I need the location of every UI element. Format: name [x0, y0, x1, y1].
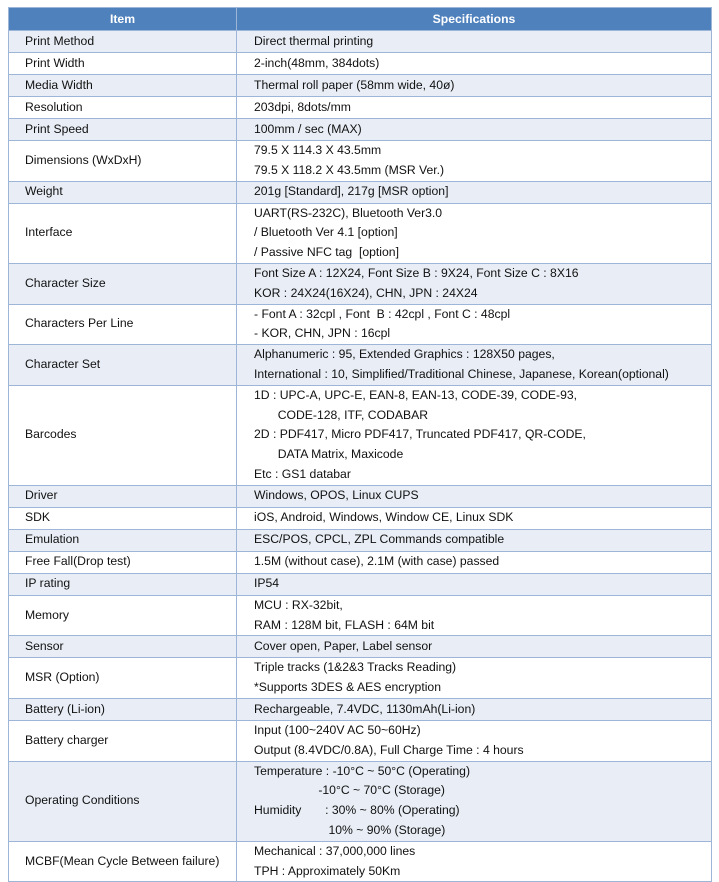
spec-line: 100mm / sec (MAX)	[254, 121, 362, 136]
table-row	[9, 263, 712, 304]
spec-line: Humidity : 30% ~ 80% (Operating)	[254, 803, 460, 818]
row-specification	[237, 263, 712, 304]
spec-line: 201g [Standard], 217g [MSR option]	[254, 184, 449, 199]
table-row	[9, 141, 712, 182]
spec-line: 2-inch(48mm, 384dots)	[254, 55, 380, 70]
spec-line: Font Size A : 12X24, Font Size B : 9X24, Font Size C : 8X16	[254, 265, 579, 280]
spec-line: Input (100~240V AC 50~60Hz)	[254, 722, 421, 737]
spec-line: - KOR, CHN, JPN : 16cpl	[254, 326, 391, 341]
row-item-label: Battery (Li-ion)	[9, 698, 237, 720]
table-row	[9, 636, 712, 658]
spec-line: Output (8.4VDC/0.8A), Full Charge Time : 4 hours	[254, 742, 524, 757]
spec-line: 2D : PDF417, Micro PDF417, Truncated PDF417, QR-CODE,	[254, 427, 586, 442]
row-specification	[237, 345, 712, 386]
spec-line: 10% ~ 90% (Storage)	[254, 822, 446, 837]
row-specification	[237, 75, 712, 97]
table-row	[9, 31, 712, 53]
table-row	[9, 345, 712, 386]
table-row	[9, 529, 712, 551]
row-item-label: Media Width	[9, 75, 237, 97]
row-item-label: Free Fall(Drop test)	[9, 551, 237, 573]
spec-line: DATA Matrix, Maxicode	[254, 447, 404, 462]
spec-line: Direct thermal printing	[254, 33, 374, 48]
spec-line: MCU : RX-32bit,	[254, 597, 343, 612]
row-item-label: Memory	[9, 595, 237, 636]
row-item-label: Operating Conditions	[9, 761, 237, 841]
row-item-label: MCBF(Mean Cycle Between failure)	[9, 841, 237, 882]
row-specification	[237, 119, 712, 141]
row-item-label: Barcodes	[9, 385, 237, 485]
spec-line: 1D : UPC-A, UPC-E, EAN-8, EAN-13, CODE-39, CODE-93,	[254, 387, 578, 402]
row-specification	[237, 841, 712, 882]
row-item-label: Dimensions (WxDxH)	[9, 141, 237, 182]
row-item-label: IP rating	[9, 573, 237, 595]
row-specification	[237, 97, 712, 119]
spec-line: Temperature : -10°C ~ 50°C (Operating)	[254, 763, 471, 778]
row-item-label: Character Set	[9, 345, 237, 386]
spec-line: -10°C ~ 70°C (Storage)	[254, 783, 445, 798]
spec-line: iOS, Android, Windows, Window CE, Linux SDK	[254, 510, 514, 525]
table-row	[9, 385, 712, 485]
spec-line: / Bluetooth Ver 4.1 [option]	[254, 225, 398, 240]
table-row	[9, 658, 712, 699]
spec-line: *Supports 3DES & AES encryption	[254, 680, 441, 695]
table-row	[9, 761, 712, 841]
spec-line: ESC/POS, CPCL, ZPL Commands compatible	[254, 532, 505, 547]
row-specification	[237, 31, 712, 53]
row-specification	[237, 720, 712, 761]
spec-line: TPH : Approximately 50Km	[254, 863, 401, 878]
spec-line: Windows, OPOS, Linux CUPS	[254, 488, 419, 503]
row-item-label: Print Width	[9, 53, 237, 75]
row-specification	[237, 551, 712, 573]
header-specifications: Specifications	[237, 8, 712, 31]
row-specification	[237, 304, 712, 345]
table-row	[9, 507, 712, 529]
row-specification	[237, 595, 712, 636]
spec-line: Alphanumeric : 95, Extended Graphics : 128X50 pages,	[254, 347, 555, 362]
header-item: Item	[9, 8, 237, 31]
row-item-label: Characters Per Line	[9, 304, 237, 345]
table-row	[9, 203, 712, 263]
table-row	[9, 119, 712, 141]
row-item-label: Character Size	[9, 263, 237, 304]
table-body	[9, 31, 712, 882]
row-item-label: Weight	[9, 181, 237, 203]
table-row	[9, 841, 712, 882]
row-item-label: Sensor	[9, 636, 237, 658]
row-specification	[237, 698, 712, 720]
table-row	[9, 720, 712, 761]
spec-line: KOR : 24X24(16X24), CHN, JPN : 24X24	[254, 285, 478, 300]
row-specification	[237, 385, 712, 485]
row-specification	[237, 203, 712, 263]
row-item-label: Print Method	[9, 31, 237, 53]
spec-line: Rechargeable, 7.4VDC, 1130mAh(Li-ion)	[254, 701, 476, 716]
spec-line: Triple tracks (1&2&3 Tracks Reading)	[254, 660, 457, 675]
table-row	[9, 551, 712, 573]
spec-line: 79.5 X 114.3 X 43.5mm	[254, 143, 382, 157]
row-specification	[237, 761, 712, 841]
spec-line: Mechanical : 37,000,000 lines	[254, 843, 416, 858]
table-row	[9, 595, 712, 636]
row-specification	[237, 529, 712, 551]
spec-line: Thermal roll paper (58mm wide, 40ø)	[254, 77, 455, 92]
spec-line: IP54	[254, 576, 280, 591]
spec-line: - Font A : 32cpl , Font B : 42cpl , Font C : 48cpl	[254, 306, 511, 321]
row-item-label: Interface	[9, 203, 237, 263]
specifications-table	[8, 7, 712, 882]
table-row	[9, 485, 712, 507]
table-row	[9, 181, 712, 203]
row-item-label: SDK	[9, 507, 237, 529]
table-row	[9, 573, 712, 595]
spec-line: 79.5 X 118.2 X 43.5mm (MSR Ver.)	[254, 162, 445, 177]
row-specification	[237, 485, 712, 507]
spec-line: Cover open, Paper, Label sensor	[254, 638, 433, 653]
spec-line: 203dpi, 8dots/mm	[254, 99, 351, 114]
row-item-label: Print Speed	[9, 119, 237, 141]
spec-line: CODE-128, ITF, CODABAR	[254, 407, 429, 422]
table-header	[9, 8, 712, 31]
header-row	[9, 8, 712, 31]
row-specification	[237, 636, 712, 658]
spec-line: RAM : 128M bit, FLASH : 64M bit	[254, 617, 435, 632]
spec-line: / Passive NFC tag [option]	[254, 245, 399, 260]
row-specification	[237, 573, 712, 595]
row-item-label: MSR (Option)	[9, 658, 237, 699]
table-row	[9, 75, 712, 97]
row-specification	[237, 658, 712, 699]
row-item-label: Driver	[9, 485, 237, 507]
spec-line: Etc : GS1 databar	[254, 466, 351, 481]
row-specification	[237, 181, 712, 203]
row-specification	[237, 141, 712, 182]
table-row	[9, 97, 712, 119]
spec-line: UART(RS-232C), Bluetooth Ver3.0	[254, 205, 443, 220]
spec-line: International : 10, Simplified/Traditional Chinese, Japanese, Korean(optional)	[254, 366, 669, 381]
row-item-label: Emulation	[9, 529, 237, 551]
table-row	[9, 53, 712, 75]
row-specification	[237, 53, 712, 75]
table-row	[9, 698, 712, 720]
spec-line: 1.5M (without case), 2.1M (with case) passed	[254, 554, 500, 569]
table-row	[9, 304, 712, 345]
row-specification	[237, 507, 712, 529]
row-item-label: Battery charger	[9, 720, 237, 761]
row-item-label: Resolution	[9, 97, 237, 119]
